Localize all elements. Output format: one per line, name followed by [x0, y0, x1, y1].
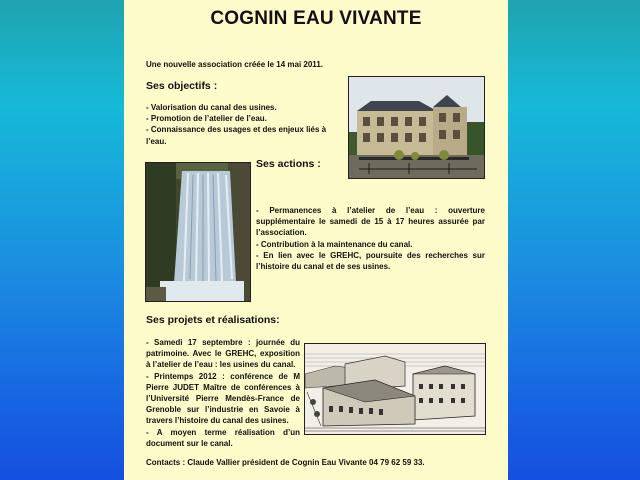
page-title: COGNIN EAU VIVANTE — [210, 8, 422, 29]
factory-engraving — [304, 343, 486, 435]
intro-text: Une nouvelle association créée le 14 mai 2011. — [146, 60, 323, 69]
list-item: - Valorisation du canal des usines. — [146, 103, 277, 112]
list-item: - Contribution à la maintenance du canal. — [256, 239, 413, 249]
actions-heading: Ses actions : — [256, 158, 321, 170]
objectives-heading: Ses objectifs : — [146, 80, 218, 92]
list-item: - Printemps 2012 : conférence de M Pierre JUDET Maître de conférences à l’Université Pierre Mendès-France de Grenoble sur l’industrie en Savoie à travers l’histoire du canal des usines. — [146, 371, 300, 426]
actions-list — [256, 205, 485, 272]
building-photo — [348, 76, 485, 179]
list-item: - Permanences à l’atelier de l’eau : ouverture supplémentaire le samedi de 15 à 17 heures assurée par l’association. — [256, 206, 485, 238]
projects-heading: Ses projets et réalisations: — [146, 314, 280, 326]
list-item: - En lien avec le GREHC, poursuite des recherches sur l’histoire du canal et de ses usines. — [256, 250, 485, 272]
projects-list — [146, 337, 300, 449]
objectives-list — [146, 102, 346, 147]
list-item: - Promotion de l’atelier de l’eau. — [146, 114, 267, 124]
list-item: - A moyen terme réalisation d’un document sur le canal. — [146, 427, 300, 448]
document-page — [124, 0, 508, 480]
contact-text: Contacts : Claude Vallier président de Cognin Eau Vivante 04 79 62 59 33. — [146, 458, 425, 467]
list-item: - Connaissance des usages et des enjeux liés à l’eau. — [146, 125, 327, 146]
list-item: - Samedi 17 septembre : journée du patrimoine. Avec le GREHC, exposition à l’atelier de l’eau : les usines du canal. — [146, 338, 300, 370]
waterfall-photo — [145, 162, 251, 302]
